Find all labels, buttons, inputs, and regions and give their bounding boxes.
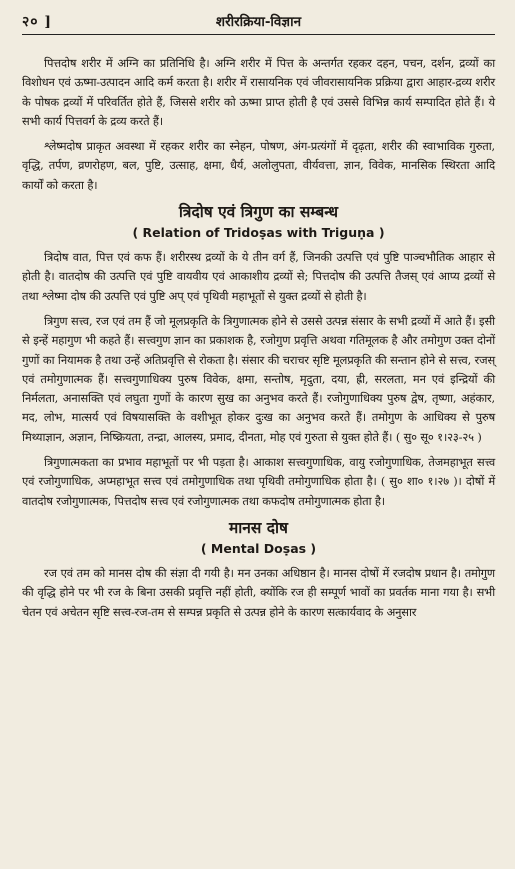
section-title-tridosha-triguna: त्रिदोष एवं त्रिगुण का सम्बन्ध	[178, 202, 339, 222]
paragraph-pitta-dosha: पित्तदोष शरीर में अग्नि का प्रतिनिधि है। अग्नि शरीर में पित्त के अन्तर्गत रहकर दहन, पचन, दर्शन, द्रव्यों का विशोधन एवं ऊष्मा-उत्पादन आदि कर्म करता है। शरीर में रासायनिक एवं जीवरासायनिक प्रक्रिया द्वारा आहार-द्रव्य शरीर के पोषक द्रव्यों में परिवर्तित होते हैं, जिससे शरीर को ऊष्मा प्राप्त होती है एवं उससे विभिन्न कार्य सम्पादित होते हैं। ये सभी कार्य पित्तवर्ग के द्रव्य करते हैं।	[22, 56, 495, 128]
section-subtitle-tridosha-triguna: ( Relation of Tridoṣas with Triguṇa )	[132, 225, 385, 241]
header-rule	[22, 34, 495, 35]
paragraph-shleshma-dosha: श्लेष्मदोष प्राकृत अवस्था में रहकर शरीर का स्नेहन, पोषण, अंग-प्रत्यंगों में दृढ़ता, शरीर की स्वाभाविक गुरुता, वृद्धि, तर्पण, व्रणरोहण, बल, पुष्टि, उत्साह, क्षमा, धैर्य, अलोलुपता, वीर्यवत्ता, ज्ञान, विवेक, मानसिक स्थिरता आदि कार्यों को करता है।	[22, 139, 495, 192]
running-title: शरीरक्रिया-विज्ञान	[215, 14, 302, 30]
page-header	[22, 0, 495, 34]
paragraph-triguna: त्रिगुण सत्त्व, रज एवं तम हैं जो मूलप्रकृति के त्रिगुणात्मक होने से उससे उत्पन्न संसार के सभी द्रव्यों में आते हैं। इसी से इन्हें महागुण भी कहते हैं। सत्त्वगुण ज्ञान का प्रकाशक है, रजोगुण प्रवृत्ति अथवा गतिमूलक है और तमोगुण उक्त दोनों गुणों का नियामक है तथा उन्हें अतिप्रवृत्ति से रोकता है। संसार की चराचर सृष्टि मूलप्रकृति की सन्तान होने से सत्त्व, रजस् एवं तमोगुणात्मक हैं। सत्त्वगुणाधिक्य पुरुष विवेक, क्षमा, सन्तोष, मृदुता, दया, ह्री, सरलता, मन एवं इन्द्रियों की निर्मलता, अनासक्ति एवं लघुता गुणों के कारण सुख का अनुभव करते हैं। रजोगुणाधिक्य पुरुष द्वेष, तृष्णा, अहंकार, मद, लोभ, मात्सर्य एवं विषयासक्ति के वशीभूत होकर दुःख का अनुभव करते हैं। तमोगुण के आधिक्य से पुरुष मिथ्याज्ञान, अज्ञान, निष्क्रियता, तन्द्रा, आलस्य, प्रमाद, दीनता, मोह एवं गुरुता से युक्त होते हैं। ( सु० सू० १।२३-२५ )	[22, 313, 495, 444]
section-subtitle-mental-doshas: ( Mental Doṣas )	[200, 540, 317, 556]
section-title-mental-doshas: मानस दोष	[229, 517, 288, 537]
paragraph-manas-dosha: रज एवं तम को मानस दोष की संज्ञा दी गयी है। मन उनका अधिष्ठान है। मानस दोषों में रजदोष प्रधान है। तमोगुण की वृद्धि होने पर भी रज के बिना उसकी प्रवृत्ति नहीं होती, क्योंकि रज ही सम्पूर्ण भावों का प्रवर्तक माना गया है। सभी चेतन एवं अचेतन सृष्टि सत्त्व-रज-तम से सम्पन्न प्रकृति से उत्पन्न होने के कारण सत्कार्यवाद के अनुसार	[22, 565, 495, 619]
paragraph-mahabhuta-guna: त्रिगुणात्मकता का प्रभाव महाभूतों पर भी पड़ता है। आकाश सत्त्वगुणाधिक, वायु रजोगुणाधिक, तेजमहाभूत सत्त्व एवं रजोगुणाधिक, अप्महाभूत सत्त्व एवं तमोगुणाधिक तथा पृथिवी तमोगुणाधिक होता है। ( सु० शा० १।२७ )। दोषों में वातदोष रजोगुणात्मक, पित्तदोष सत्त्व एवं रजोगुणात्मक तथा कफदोष तमोगुणात्मक होता है।	[22, 455, 495, 508]
page-number: २० ]	[22, 14, 53, 30]
paragraph-tridosha: त्रिदोष वात, पित्त एवं कफ हैं। शरीरस्थ द्रव्यों के ये तीन वर्ग हैं, जिनकी उत्पत्ति एवं पुष्टि पाञ्चभौतिक आहार से होती है। वातदोष की उत्पत्ति एवं पुष्टि वायवीय एवं आकाशीय द्रव्यों से; पित्तदोष की उत्पत्ति तैजस् एवं आप्य द्रव्यों से तथा श्लेष्मा दोष की उत्पत्ति एवं पुष्टि अप् एवं पृथिवी महाभूतों से युक्त द्रव्यों से होती है।	[22, 250, 495, 303]
page-body	[22, 34, 495, 622]
